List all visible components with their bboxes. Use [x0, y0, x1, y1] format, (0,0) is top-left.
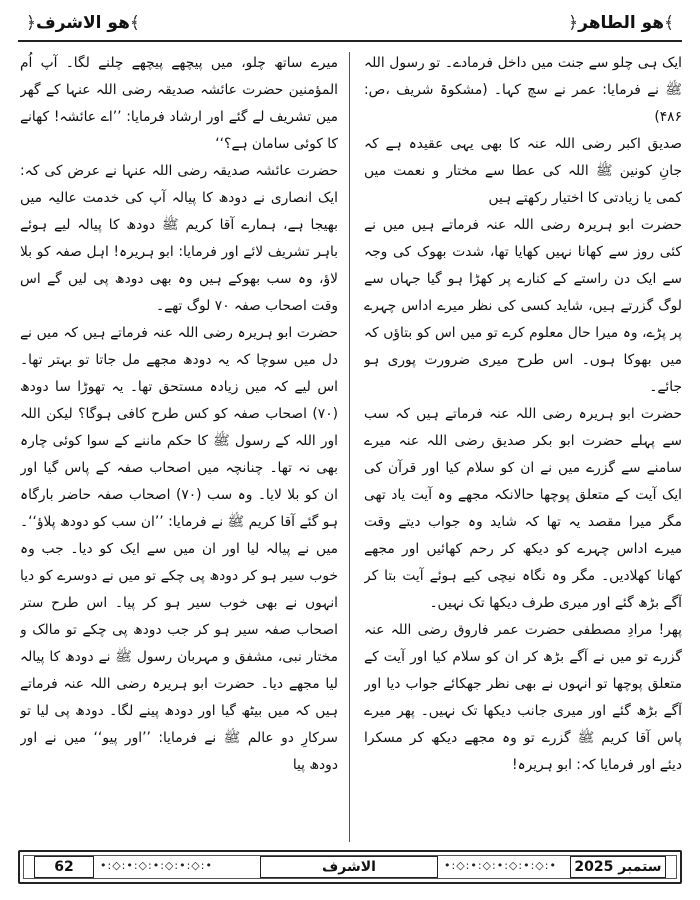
header-bracket-open: ﴾ [664, 13, 674, 33]
right-column [364, 50, 682, 845]
footer-ornament: •:◇:•:◇:•:◇:•:◇:• [100, 859, 213, 872]
left-column [20, 50, 338, 845]
paragraph: حضرت ابو ہریرہ رضی اللہ عنہ فرماتے ہیں کہ میں نے دل میں سوچا کہ یہ دودھ مجھے مل جاتا تو بہتر تھا۔ اس لیے کہ میں زیادہ مستحق تھا۔ یہ تھوڑا سا دودھ (۷۰) اصحاب صفہ کو کس طرح کافی ہوگا؟ لیکن اللہ اور اللہ کے رسول ﷺ کا حکم ماننے کے سوا کوئی چارہ بھی نہ تھا۔ چنانچہ میں اصحاب صفہ کے پاس گیا اور ان کو بلا لایا۔ وہ سب (۷۰) اصحاب صفہ حاضر بارگاہ ہو گئے آقا کریم ﷺ نے فرمایا: ’’ان سب کو دودھ پلاؤ‘‘۔ میں نے پیالہ لیا اور ان میں سے ایک کو دیا۔ جب وہ خوب سیر ہو کر دودھ پی چکے تو میں نے دوسرے کو دیا انہوں نے بھی خوب سیر ہو کر پیا۔ اس طرح ستر اصحاب صفہ سیر ہو کر جب دودھ پی چکے تو مالک و مختار نبی، مشفق و مہربان رسول ﷺ نے دودھ کا پیالہ لیا مجھے دیا۔ حضرت ابو ہریرہ رضی اللہ عنہ فرماتے ہیں کہ میں بیٹھ گیا اور دودھ پینے لگا۔ دودھ پی لیا تو سرکارِ دو عالم ﷺ نے فرمایا: ’’اور پیو‘‘ میں نے اور دودھ پیا [20, 325, 338, 773]
paragraph: حضرت عائشہ صدیقہ رضی اللہ عنہا نے عرض کی کہ: ایک انصاری نے دودھ کا پیالہ آپ کی خدمت عالیہ میں بھیجا ہے، ہمارے آقا کریم ﷺ دودھ کا پیالہ لیے ہوئے باہر تشریف لائے اور فرمایا: ابو ہریرہ! اہل صفہ کو بلا لاؤ، وہ سب بھوکے ہیں وہ بھی دودھ پی لیں گے اس وقت اصحاب صفہ ۷۰ لوگ تھے۔ [20, 163, 338, 314]
header-rule [18, 40, 682, 42]
paragraph: میرے ساتھ چلو، میں پیچھے پیچھے چلنے لگا۔ آپ اُم المؤمنین حضرت عائشہ صدیقہ رضی اللہ عنہا کے گھر میں تشریف لے گئے اور ارشاد فرمایا: ’’اے عائشہ! کھانے کا کوئی سامان ہے؟‘‘ [20, 55, 338, 152]
header-bracket-close: ﴿ [568, 13, 579, 33]
header-right-title [568, 12, 674, 33]
page-number: 62 [34, 856, 94, 878]
header-right-title-text: ھو الطاھر [578, 13, 665, 33]
paragraph: پھر! مرادِ مصطفی حضرت عمر فاروق رضی اللہ عنہ گزرے تو میں نے آگے بڑھ کر ان کو سلام کیا اور آیت کے متعلق پوچھا تو انہوں نے بھی نظر جھکائے جواب دیا اور آگے بڑھ گئے اور میری جانب دیکھا تک نہیں۔ پھر میرے پاس آقا کریم ﷺ گزرے تو وہ مجھے دیکھ کر مسکرا دیئے اور فرمایا کہ: ابو ہریرہ! [364, 622, 682, 773]
header-bracket-open: ﴾ [129, 13, 140, 33]
footer-issue-date: ستمبر 2025 [570, 856, 666, 878]
column-divider [349, 52, 350, 842]
footer-ornament: •:◇:•:◇:•:◇:•:◇:• [444, 859, 557, 872]
paragraph: حضرت ابو ہریرہ رضی اللہ عنہ فرماتے ہیں کہ سب سے پہلے حضرت ابو بکر صدیق رضی اللہ عنہ میرے سامنے سے گزرے میں نے ان کو سلام کیا اور قرآن کی ایک آیت کے متعلق پوچھا حالانکہ مجھے وہ آیت یاد تھی مگر میرا مقصد یہ تھا کہ شاید وہ جواب دیتے وقت میرے اداس چہرے کو دیکھ کر رحم کھائیں اور مجھے کھانا کھلادیں۔ مگر وہ نگاہ نیچی کیے ہوئے آیت بتا کر آگے بڑھ گئے اور میری طرف دیکھا تک نہیں۔ [364, 406, 682, 611]
page-header [18, 6, 682, 46]
paragraph: حضرت ابو ہریرہ رضی اللہ عنہ فرماتے ہیں میں نے کئی روز سے کھانا نہیں کھایا تھا، شدت بھوک کی وجہ سے ایک دن راستے کے کنارے پر کھڑا ہو گیا جہاں سے لوگ گزرتے ہیں، شاید کسی کی نظر میرے اداس چہرے پر پڑے، وہ میرا حال معلوم کرے تو میں اس کو بتاؤں کہ میں بھوکا ہوں۔ اس طرح میری ضرورت پوری ہو جائے۔ [364, 217, 682, 395]
header-left-title-text: ھو الاشرف [35, 13, 130, 33]
paragraph: ایک ہی چلو سے جنت میں داخل فرمادے۔ تو رسول اللہ ﷺ نے فرمایا: عمر نے سچ کہا۔ (مشکوۃ شریف ،ص: ۴۸۶) [364, 55, 682, 125]
header-bracket-close: ﴿ [26, 13, 36, 33]
footer-magazine-name: الاشرف [260, 856, 438, 878]
page-footer [18, 850, 682, 884]
paragraph: صدیق اکبر رضی اللہ عنہ کا بھی یہی عقیدہ ہے کہ جانِ کونین ﷺ اللہ کی عطا سے مختار و نعمت میں کمی یا زیادتی کا اختیار رکھتے ہیں [364, 136, 682, 206]
header-left-title [26, 12, 140, 33]
